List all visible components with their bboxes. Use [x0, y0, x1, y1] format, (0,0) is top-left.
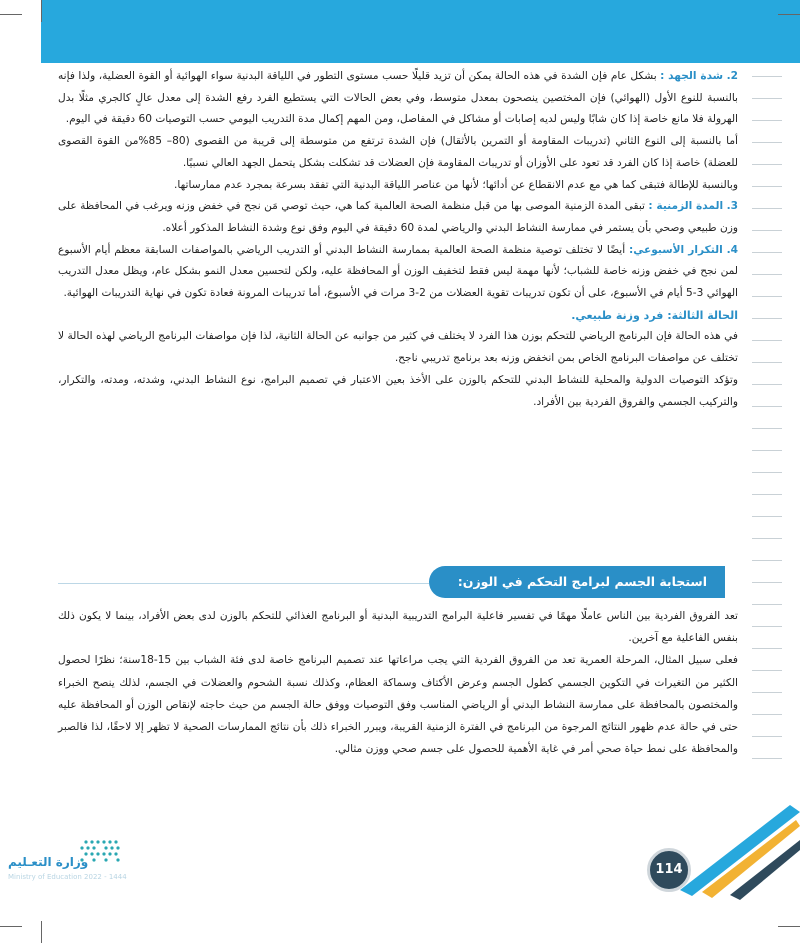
paragraph-individual-differences: تعد الفروق الفردية بين الناس عاملًا مهمًا في تفسير فاعلية البرامج التدريبية البدنية أو البرنامج الغذائي للتحكم بالوزن لدى بعض الأفراد، بينما لا يكون ذلك بنفس الفاعلية مع آخرين. — [58, 610, 738, 645]
crop-mark — [41, 921, 42, 943]
paragraph-intensity: 2. شدة الجهد : بشكل عام فإن الشدة في هذه الحالة يمكن أن تزيد قليلًا حسب مستوى التطور في اللياقة البدنية سواء الهوائية أو القوة العضلية، ولذا فإنه بالنسبة للنوع الأول (الهوائي) فإن المختصين ينصحون بمعدل متوسط، وفي بعض الحالات التي يستطيع الفرد رفع الشدة إلى معدل عالٍ كالجري مثلًا بدل الهرولة فلا مانع خاصة إذا كان شابًا وليس لديه إصابات أو مشاكل في المفاصل، ومن المهم إكمال مدة التدريب اليومي حسب التوصيات 60 دقيقة في اليوم. — [58, 70, 738, 126]
paragraph-stretching: وبالنسبة للإطالة فتبقى كما هي مع عدم الانقطاع عن أدائها؛ لأنها من عناصر اللياقة البدنية التي تفقد بسرعة بمجرد عدم ممارساتها. — [174, 178, 738, 191]
label-duration: المدة الزمنية : — [648, 200, 724, 213]
crop-mark — [41, 0, 42, 22]
paragraph-age-example: فعلى سبيل المثال، المرحلة العمرية تعد من الفروق الفردية التي يجب مراعاتها عند تصميم البرنامج خاصة لدى فئة الشباب بين 15-18سنة؛ نظرًا لحصول الكثير من التغيرات في التكوين الجسمي كطول الجسم وعرض الأكتاف وسماكة العظام، وكذلك نسبة الشحوم والعضلات في الجسم، لذلك ينصح الخبراء والمختصون بالمحافظة على ممارسة النشاط البدني أو الرياضي المناسب وفق التوصيات ووفق حالة الجسم من حيث حاجته لإنقاص الوزن أو المحافظة عليه حتى في حالة عدم ظهور النتائج المرجوة من البرنامج في الفترة الزمنية القريبة، ويبرر الخبراء ذلك بأن نتائج الممارسات الصحية لا تظهر إلا لاحقًا، لذا فالصبر والمحافظة على نمط حياة صحي أمر في غاية الأهمية للحصول على جسم صحي ووزن مثالي. — [58, 654, 738, 756]
page-number-badge: 114 — [647, 848, 691, 892]
paragraph-case3-b: وتؤكد التوصيات الدولية والمحلية للنشاط البدني للتحكم بالوزن على الأخذ بعين الاعتبار في تصميم البرامج، نوع النشاط البدني، وشدته، ومدته، والتكرار، والتركيب الجسمي والفروق الفردية بين الأفراد. — [58, 373, 738, 408]
paragraph-resistance: أما بالنسبة إلى النوع الثاني (تدريبات المقاومة أو التمرين بالأثقال) فإن الشدة ترتفع من متوسطة إلى قريبة من القصوى (80– 85%من القوة القصوى للعضلة) خاصة إذا كان الفرد قد تعود على الأوزان أو تدريبات المقاومة فإن العضلات قد تشكلت بشكل يتحمل الجهد العالي نسبيًا. — [58, 135, 738, 169]
label-intensity: شدة الجهد : — [660, 70, 724, 82]
crop-mark — [778, 926, 800, 927]
main-text-top — [58, 66, 738, 413]
paragraph-frequency: 4. التكرار الأسبوعي: أيضًا لا تختلف توصية منظمة الصحة العالمية بممارسة النشاط البدني أو التدريب الرياضي بالمواصفات السابقة معظم أيام الأسبوع لمن نجح في خفض وزنه خاصة للشباب؛ لأنها مهمة ليس فقط لتخفيف الوزن أو المحافظة عليه، ولكن لتحسين معدل النمو بشكل عام، ويظل معدل التدريب الهوائي 3-5 أيام في الأسبوع، على أن تكون تدريبات تقوية العضلات من 2-3 مرات في الأسبوع، أما تدريبات المرونة فعادة تكون في نهاية التدريبات الهوائية. — [58, 243, 738, 300]
banner-divider — [58, 583, 429, 584]
section-banner: استجابة الجسم لبرامج التحكم في الوزن: — [429, 566, 725, 598]
paragraph-case3-a: في هذه الحالة فإن البرنامج الرياضي للتحكم بوزن هذا الفرد لا يختلف في كثير من جوانبه عن الحالة الثانية، لذا فإن مواصفات البرنامج الرياضي لهذه الحالة لا تختلف عن مواصفات البرنامج الخاص بمن انخفض وزنه بعد برنامج تدريبي ناجح. — [58, 330, 738, 365]
ministry-name: وزارة التعـليم — [8, 855, 89, 869]
crop-mark — [0, 926, 22, 927]
top-color-band — [0, 0, 800, 63]
crop-mark — [0, 14, 22, 15]
section-heading-case3: الحالة الثالثة: فرد وزنة طبيعي. — [571, 308, 738, 322]
crop-mark — [778, 14, 800, 15]
ministry-sub: Ministry of Education 2022 - 1444 — [8, 873, 127, 881]
line-number-ruler — [748, 64, 788, 764]
label-frequency: التكرار الأسبوعي: — [629, 243, 723, 256]
main-text-bottom — [58, 605, 738, 760]
paragraph-duration: 3. المدة الزمنية : تبقى المدة الزمنية الموصى بها من قبل منظمة الصحة العالمية كما هي، حيث توصي مَن نجح في خفض وزنه ويرغب في المحافظة على وزن طبيعي وصحي بأن يستمر في ممارسة النشاط البدني والرياضي لمدة 60 دقيقة في اليوم وفق نوع وشدة النشاط المذكور أعلاه. — [58, 200, 738, 234]
top-band-margin — [0, 0, 41, 63]
